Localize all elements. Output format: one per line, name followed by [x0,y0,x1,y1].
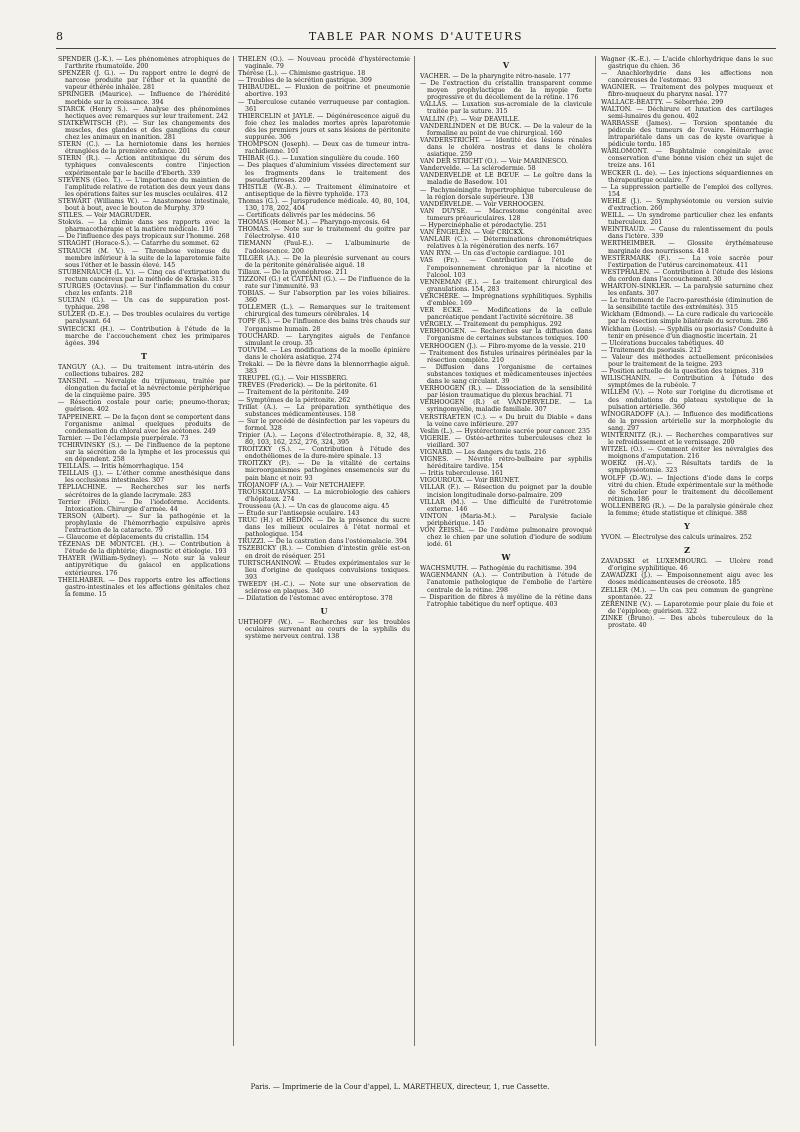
index-entry: VANDERVELDE et LE BŒUF. — Le goître dans la maladie de Basedow. 101 [420,172,592,187]
index-entry: VIGERIE. — Ostéo-arthrites tuberculeuses chez le vieillard. 307 [420,434,592,449]
index-entry: VERHOOGEN (R.) et VANDERVELDE. — La syringomyélie, maladie familiale. 307 [420,399,592,414]
index-column-1 [58,56,230,1056]
index-entry: Vandervelde. — La sclérodermie. 58 [420,165,536,173]
index-entry: Tarnier. — De l'éclampsie puerpérale. 73 [58,434,189,442]
index-entry: WARLOMONT. — Buphtalmie congénitale avec conservation d'une bonne vision chez un sujet de treize ans. 161 [601,148,773,170]
index-entry: STERN (C.). — La herniotomie dans les hernies étranglées de la première enfance. 201 [58,141,230,156]
index-entry: TROITZKY (S.). — Contribution à l'étude des endothéliomes de la dure-mère spinale. 13 [238,446,410,461]
index-entry: TROJANOFF (A.). — Voir NETCHAIEFF. [238,481,366,489]
index-entry: — Traitement des fistules urinaires périnéales par la résection complète. 210 [420,349,592,364]
index-entry: VAN ENGELEN. — Voir CRICKX. [420,229,525,237]
index-entry: WHARTON-SINKLER. — La paralysie saturnine chez les enfants. 307 [601,283,773,298]
index-entry: TANSINI. — Névralgie du trijumeau, traitée par élongation du facial et la névrectomie périphérique de la cinquième paire. 395 [58,378,230,400]
index-entry: — Traitement du psoriasis. 212 [601,346,702,354]
index-entry: — Sur le procédé de désinfection par les vapeurs du formol. 328 [238,417,410,432]
index-entry: STEVENS (Geo. T.). — L'importance du maintien de l'amplitude relative de rotation des deux yeux dans les opérations faites sur les muscles oculaires. 412 [58,176,230,198]
index-entry: VERGELY. — Traitement du pemphigus. 292 [420,321,562,329]
index-entry: WINOGRADOFF (A.). — Influence des modifications de la pression artérielle sur la morphologie du sang. 297 [601,410,773,432]
index-entry: — Traitement de la péritonite. 249 [238,389,349,397]
index-entry: WOLLENBERG (R.). — De la paralysie générale chez la femme; étude statistique et clinique. 388 [601,502,773,517]
index-entry: WAGNIER. — Traitement des polypes muqueux et fibro-muqueux du pharynx nasal. 177 [601,84,773,99]
index-entry: STILES. — Voir MAGRUDER. [58,212,152,220]
index-entry: — Résection costale pour carie; pneumo-thorax; guérison. 402 [58,399,230,414]
index-entry: WILISCHANIN. — Contribution à l'étude des symptômes de la rubéole. 7 [601,375,773,390]
index-entry: — La suppression partielle de l'emploi des collyres. 154 [601,183,773,198]
index-entry: TILGER (A.). — De la pleurésie survenant au cours de la péritonite généralisée aiguë. 18 [238,254,410,269]
column-divider [414,56,415,1046]
index-entry: — Diffusion dans l'organisme de certaines substances toxiques et médicamenteuses injectées dans le sang circulant. 39 [420,363,592,386]
index-entry: TEILLAIS. — Iritis hémorrhagique. 154 [58,463,184,471]
column-divider [595,56,596,1046]
index-entry: TOUCHARD. — Laryngites aiguës de l'enfance simulant le croup. 35 [238,332,410,347]
index-entry: TERSON (Albert). — Sur la pathogénie et la prophylaxie de l'hémorrhagie expulsive après l'extraction de la cataracte. 79 [58,512,230,534]
index-entry: TRUZZI. — De la castration dans l'ostéomalacie. 394 [238,538,408,546]
index-entry: ZELLER (M.). — Un cas peu commun de gangrène spontanée. 22 [601,586,773,601]
index-entry: — Tuberculose cutanée verruqueuse par contagion. 361 [238,98,410,113]
index-entry: WEHLE (J.). — Symphyséotomie ou version suivie d'extraction. 260 [601,197,773,212]
index-entry: — Des plaques d'aluminium vissées directement sur les fragments dans le traitement des pseudarthroses. 209 [238,162,410,184]
index-entry: STERN (R.). — Action antitoxique du sérum des typhiques convalescents contre l'injection expérimentale par le bacille d'Eberth. 339 [58,155,230,177]
index-entry: VAS (Fr.). — Contribution à l'étude de l'empoisonnement chronique par la nicotine et l'alcool. 103 [420,257,592,279]
index-entry: SULZER (D.-E.). — Des troubles oculaires du vertige paralysant. 64 [58,311,230,326]
index-entry: VALLIN (P.). — Voir DEAVILLE. [420,115,520,123]
index-entry: THISTLE (W.-B.). — Traitement éliminatoire et antiseptique de la fièvre typhoïde. 173 [238,183,410,198]
index-entry: Trillat (A.). — La préparation synthétique des substances médicamenteuses. 158 [238,403,410,418]
index-entry: Veslin (L.). — Hystérectomie sacrée pour cancer. 235 [420,427,591,435]
index-entry: VERHOOGEN. — Recherches sur la diffusion dans l'organisme de certaines substances toxiques. 100 [420,328,592,343]
index-entry: STUBENRAUCH (L. V.). — Cinq cas d'extirpation du rectum cancéreux par la méthode de Kraske. 315 [58,268,230,283]
index-entry: Thomas (G.). — Jurisprudence médicale. 40, 80, 104, 130, 178, 202, 404 [238,197,410,212]
index-entry: WALLACE-BEATTY. — Séborrhée. 299 [601,98,724,106]
index-entry: STARCK (Henry S.). — Analyse des phénomènes hectiques avec remarques sur leur traitement. 242 [58,105,230,120]
index-entry: VERCHÈRE. — Imprégnations syphilitiques. Syphilis d'emblée. 169 [420,292,592,307]
section-letter: T [141,350,147,361]
index-entry: TOUVIM. — Les modifications de la moelle épinière dans le choléra asiatique. 274 [238,346,410,361]
index-entry: STATKEWITSCH (P.). — Sur les changements des muscles, des glandes et des ganglions du cœur chez les animaux en inanition. 281 [58,119,230,142]
page-title: TABLE PAR NOMS D'AUTEURS [308,30,524,43]
index-entry: Tillaux. — De la pyonéphrose. 211 [238,268,348,276]
index-entry: — Dilatation de l'estomac avec entéroptose. 378 [238,595,393,603]
index-entry: WILLEM (V.). — Note sur l'origine du dicrotisme et des ondulations du plateau systolique de la pulsation artérielle. 360 [601,389,773,411]
index-entry: TROUSKOLIAVSKI. — La microbiologie des cahiers d'hôpitaux. 274 [238,488,410,503]
index-entry: ZINKE (Bruno). — Des abcès tuberculeux de la prostate. 40 [601,614,773,630]
page-header [56,30,776,46]
index-entry: WALTON. — Déchirure et luxation des cartilages semi-lunaires du genou. 402 [601,105,773,120]
section-letter: W [501,552,511,563]
index-entry: TOBIAS. — Sur l'absorption par les voies biliaires. 360 [238,290,410,305]
index-entry: SPENDER (J.-K.). — Les phénomènes atrophiques de l'arthrite rhumatoïde. 200 [58,56,230,71]
page-number: 8 [56,30,63,43]
index-column-4 [601,56,773,1056]
index-entry: STURGES (Octavius). — Sur l'inflammation du cœur chez les enfants. 218 [58,283,230,298]
section-letter: Z [684,545,690,556]
index-entry: VAN RYN. — Un cas d'ectopie cardiaque. 101 [420,250,566,258]
index-entry: — Symptômes de la péritonite. 262 [238,396,351,404]
index-entry: Wickham (Edmond). — La cure radicale du varicocèle par la résection simple bilatérale du scrotum. 286 [601,311,773,326]
index-entry: THIBAR (G.). — Luxation singulière du coude. 160 [238,155,400,163]
index-entry: — De l'extraction du cristallin transparent comme moyen prophylactique de la myopie forte progressive et du décollement de la rétine. 176 [420,80,592,102]
index-entry: THOMAS. — Note sur le traitement du goitre par l'électrolyse. 410 [238,226,410,241]
index-entry: WOLFF (D.-W.). — Injections d'iode dans le corps vitré du chien. Étude expérimentale sur la méthode de Schœler pour le traitement du décollement rétinien. 186 [601,474,773,503]
index-entry: VANDERLINDEN et DE BUCK. — De la valeur de la formaline au point de vue chirurgical. 160 [420,122,592,137]
index-entry: SWIECICKI (H.). — Contribution à l'étude de la marche de l'accouchement chez les primipares âgées. 394 [58,325,230,347]
index-entry: Wickham (Louis). — Syphilis ou psoriasis? Conduite à tenir en présence d'un diagnostic incertain. 21 [601,325,773,340]
index-entry: VALLAS. — Luxation sus-acromiale de la clavicule traitée par la suture. 315 [420,101,592,116]
index-entry: Stokvis. — La chimie dans ses rapports avec la pharmacothérapie et la matière médicale. 116 [58,219,230,234]
index-entry: STRAGHT (Horace-S.). — Catarrhe du sommet. 62 [58,240,220,248]
index-entry: SPRINGER (Maurice). — Influence de l'hérédité morbide sur la croissance. 394 [58,91,230,106]
index-entry: TSZEBICKY (R.). — Combien d'intestin grêle est-on en droit de réséquer. 251 [238,545,410,560]
index-entry: — Disparition de fibres à myéline de la rétine dans l'atrophie tabétique du nerf optique. 403 [420,593,592,608]
index-column-3 [420,56,592,1056]
index-entry: THOMAS (Homer M.). — Pharyngo-mycosis. 64 [238,219,390,227]
index-entry: — Ulcérations buccales tabétiques. 40 [601,339,724,347]
index-entry: WEINTRAUD. — Cause du ralentissement du pouls dans l'ictère. 339 [601,226,773,241]
printer-footer: Paris. — Imprimerie de la Cour d'appel, L. MARETHEUX, directeur, 1, rue Cassette. [250,1083,550,1091]
index-entry: TCHIRVINSKY (S.). — De l'influence de la peptone sur la sécrétion de la lymphe et les processus qui en dépendent. 258 [58,441,230,464]
index-entry: THOMPSON (Joseph). — Deux cas de tumeur intra-rachidienne. 101 [238,141,410,156]
index-entry: YVON. — Électrolyse des calculs urinaires. 252 [601,534,752,542]
index-entry: STRAUCH (M. V.). — Thrombose veineuse du membre inférieur à la suite de la laparotomie faite sous l'éther et le bassin élevé. 145 [58,247,230,269]
index-entry: TÉPLIACHINE. — Recherches sur les nerfs sécrétoires de la glande lacrymale. 283 [58,484,230,499]
index-entry: VER ECKE. — Modifications de la cellule pancréatique pendant l'activité sécrétoire. 38 [420,307,592,322]
index-entry: SULTAN (G.). — Un cas de suppuration post-typhique. 298 [58,297,230,312]
index-entry: — Iritis tuberculeuse. 161 [420,470,504,478]
index-entry: WARBASSE (James). — Torsion spontanée du pédicule des tumeurs de l'ovaire. Hémorrhagie intrapariétale dans un cas de kyste ovarique à pédicule tordu. 185 [601,119,773,149]
index-entry: — De l'influence des pays tropicaux sur l'homme. 268 [58,233,230,241]
index-entry: VIGNARD. — Les dangers du taxis. 216 [420,448,547,456]
index-entry: VAN DER STRICHT (O.). — Voir MARINESCO. [420,158,568,166]
index-entry: — Pachyméningite hypertrophique tuberculeuse de la région dorsale supérieure. 138 [420,186,592,201]
index-entry: THIBAUDEL. — Fluxion de poitrine et pneumonie abortive. 193 [238,84,410,99]
index-entry: VANLAIR (C.). — Déterminations chronométriques relatives à la régénération des nerfs. 167 [420,236,592,251]
index-entry: WOERZ (H.-V.). — Résultats tardifs de la symphyséotomie. 323 [601,460,773,475]
index-entry: VANDERSTRICHT. — Identité des lésions rénales dans le choléra nostras et dans le choléra asiatique. 259 [420,136,592,159]
index-entry: — Certificats délivrés par les médecins. 56 [238,212,376,220]
index-entry: VERHOOGEN (R.). — Dissociation de la sensibilité par lésion traumatique du plexus brachial. 71 [420,385,592,400]
section-letter: V [502,60,510,70]
index-entry: TURTSCHANINOW. — Études expérimentales sur le lieu d'origine de quelques convulsions toxiques. 393 [238,559,410,581]
index-entry: Trekaki. — De la fièvre dans la blennorrhagie aiguë. 383 [238,361,410,376]
index-entry: WINTERNITZ (R.). — Recherches comparatives sur le refroidissement et le vernissage. 200 [601,431,773,447]
index-entry: UHTHOFF (W.). — Recherches sur les troubles oculaires survenant au cours de la syphilis du système nerveux central. 138 [238,619,410,641]
index-entry: Trousseau (A.). — Un cas de glaucome aigu. 45 [238,502,390,510]
index-entry: — Troubles de la sécrétion gastrique. 309 [238,77,372,85]
index-entry: TROITZKY (P.). — De la vitalité de certains microorganismes pathogènes ensemencés sur du pain blanc et noir. 93 [238,460,410,482]
index-entry: VON ZEISSL. — De l'œdème pulmonaire provoqué chez le chien par une solution d'iodure de sodium iodé. 61 [420,527,592,549]
index-entry: TIZZONI (G.) et CATTANI (G.). — De l'influence de la rate sur l'immunité. 93 [238,275,410,290]
index-entry: STEWART (Williams W.). — Anastomose intestinale, bout à bout, avec le bouton de Murphy. 379 [58,197,230,212]
index-entry: Tripier (A.). — Leçons d'électrothérapie. 8, 32, 48, 80, 103, 162, 252, 276, 324, 395 [238,431,410,447]
index-entry: VACHER. — De la pharyngite rétro-nasale. 177 [420,73,571,80]
index-entry: WESTERMARK (F.). — La voie sacrée pour l'extirpation de l'utérus carcinomateux. 411 [601,254,773,269]
index-entry: WACHSMUTH. — Pathogénie du rachitisme. 394 [420,565,577,573]
index-entry: Terrier (Félix). — De l'iodoforme. Accidents. Intoxication. Chirurgie d'armée. 44 [58,498,230,513]
index-entry: VIGNES. — Névrite rétro-bulbaire par syphilis héréditaire tardive. 154 [420,456,592,471]
index-entry: WAGENMANN (A.). — Contribution à l'étude de l'anatomie pathologique de l'embolie de l'artère centrale de la rétine. 298 [420,572,592,594]
index-entry: — Le traitement de l'acro-paresthésie (diminution de la sensibilité tactile des extrémités). 315 [601,297,773,312]
index-entry: — Étude sur l'antisepsie oculaire. 143 [238,510,360,517]
index-entry: WEILL. — Un syndrome particulier chez les enfants tuberculeux. 201 [601,212,773,227]
index-column-2 [238,56,410,1056]
index-entry: THAYER (William-Sydney). — Note sur la valeur antipyrétique du gaïacol en applications extérieures. 176 [58,555,230,577]
index-entry: Wagner (K.-E.). — L'acide chlorhydrique dans le suc gastrique du chien. 36 [601,56,773,71]
section-letter: Y [684,521,690,532]
index-entry: WITZEL (O.). — Comment éviter les névralgies des moignons d'amputation. 216 [601,446,773,461]
index-entry: TWEEDY (H.-C.). — Note sur une observation de sclérose en plaques. 340 [238,580,410,596]
index-entry: TAPPEINERT. — De la façon dont se comportent dans l'organisme animal quelques produits de condensation du chloral avec les acétones. 249 [58,413,230,435]
index-entry: SPENZER (J. G.). — Du rapport entre le degré de narcose produite par l'éther et la quantité de vapeur éthérée inhalée. 281 [58,70,230,92]
index-entry: TOPF (R.). — De l'influence des bains très chauds sur l'organisme humain. 28 [238,318,410,333]
index-entry: TÉZENAS DE MONTCEL (H.). — Contribution à l'étude de la diphtérie; diagnostic et étiologie. 193 [58,541,230,556]
index-entry: TANGUY (A.). — Du traitement intra-utérin des collections tubaires. 282 [58,363,230,378]
index-entry: VILLAR (F.). — Résection du poignet par la double incision longitudinale dorso-palmaire. 209 [420,484,592,499]
index-entry: VENNEMAN (E.). — Le traitement chirurgical des granulations. 154, 283 [420,278,592,293]
index-entry: ZÉRÉNINE (V.). — Laparotomie pour plaie du foie et de l'épiploon; guérison. 322 [601,600,773,615]
section-letter: U [320,606,328,617]
index-entry: — Valeur des méthodes actuellement préconisées pour le traitement de la teigne. 293 [601,353,773,369]
index-entry: VANDERVELDE. — Voir VERHOOGEN. [420,200,545,208]
index-entry: ZAWADZKI (J.). — Empoisonnement aigu avec les doses médicamenteuses de créosote. 185 [601,572,773,587]
index-entry: Thérèse (L.). — Chimisme gastrique. 18 [238,70,366,78]
column-divider [233,56,234,1046]
index-entry: TRUC (H.) et HÉDON. — De la présence du sucre dans les milieux oculaires à l'état normal et pathologique. 154 [238,517,410,539]
index-entry: THELEN (O.). — Nouveau procédé d'hystérectomie vaginale. 79 [238,56,410,71]
header-rule [56,48,776,49]
index-entry: VILLAR (M.). — Une difficulté de l'urétrotomie externe. 146 [420,498,592,513]
index-entry: TIEMANN (Paul-E.). — L'albuminurie de l'adolescence. 200 [238,240,410,255]
index-entry: TREUPEL (G.). — Voir HISSBERG. [238,375,348,383]
index-entry: — Glaucome et déplacements du cristallin. 154 [58,534,210,542]
index-entry: THIERCELIN et JAYLE. — Dégénérescence aiguë du foie chez les malades mortes après laparotomie dès les premiers jours et sans lésions de péritonite suppurée. 306 [238,112,410,142]
index-entry: WESTPHALEN. — Contribution à l'étude des lésions du cordon dans l'accouchement. 30 [601,268,773,283]
index-entry: ZAVADSKI et LUXEMBOURG. — Ulcère rond d'origine syphilitique. 46 [601,558,773,573]
index-entry: TEILLAIS (J.). — L'éther comme anesthésique dans les occlusions intestinales. 307 [58,470,230,485]
index-entry: VIGOUROUX. — Voir BRUNET. [420,477,520,485]
index-entry: — Anachlorhydrie dans les affections non cancéreuses de l'estomac. 93 [601,70,773,85]
index-entry: VERHOOGEN (J.). — Fibro-myome de la vessie. 210 [420,342,586,350]
index-entry: THEILHABER. — Des rapports entre les affections gastro-intestinales et les affections génitales chez la femme. 15 [58,576,230,598]
index-entry: — Hypercinéphalie et pérodactylie. 251 [420,221,548,229]
index-entry: — Position actuelle de la question des teignes. 319 [601,368,764,376]
index-entry: VAN DUYSE. — Macrostome congénital avec tumeurs préauriculaires. 128 [420,207,592,222]
index-entry: TRÈVES (Frederick). — De la péritonite. 61 [238,382,378,390]
index-entry: VINTON (Maria-M.). — Paralysie faciale périphérique. 145 [420,512,592,527]
index-entry: VERSTRAETEN (C.). — « Du bruit du Diable » dans la veine cave inférieure. 297 [420,413,592,428]
index-entry: WERTHEIMBER. — Glossite érythémateuse marginale des nourrissons. 418 [601,240,773,255]
index-entry: WECKER (L. de). — Les injections séquardiennes en thérapeutique oculaire. 7 [601,169,773,184]
index-entry: TOLLEMER (L.). — Remarques sur le traitement chirurgical des tumeurs cérébrales. 14 [238,304,410,319]
